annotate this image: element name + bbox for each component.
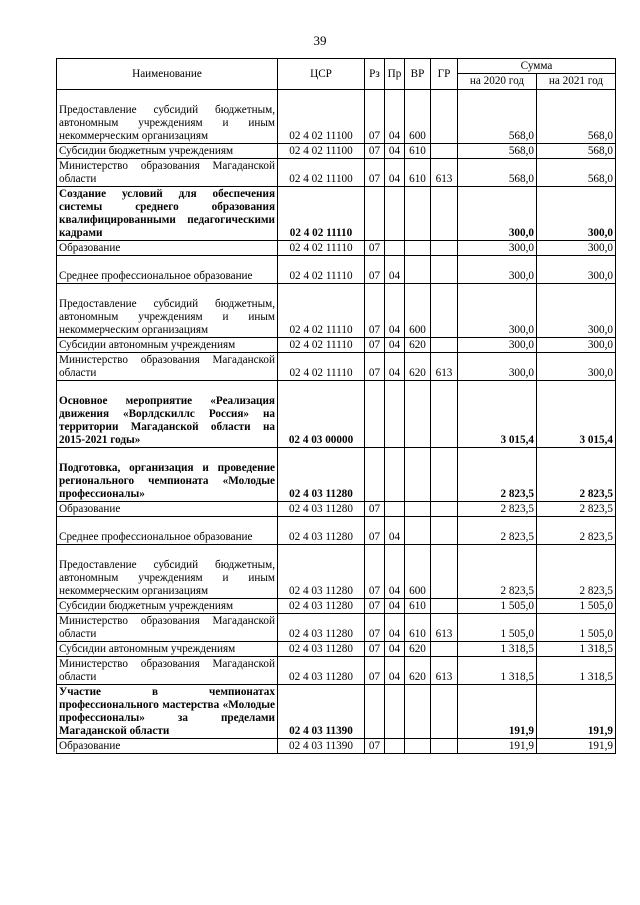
row-sum-2021: 3 015,4 [537, 381, 616, 448]
row-name: Образование [57, 241, 278, 256]
row-sum-2020: 568,0 [458, 159, 537, 187]
row-vr: 610 [405, 144, 431, 159]
row-gr [431, 599, 458, 614]
row-rz [365, 381, 385, 448]
row-vr: 620 [405, 657, 431, 685]
row-name: Министерство образования Магаданской области [57, 353, 278, 381]
header-name: Наименование [57, 59, 278, 90]
row-vr: 600 [405, 284, 431, 338]
row-pr: 04 [385, 144, 405, 159]
row-sum-2020: 2 823,5 [458, 517, 537, 545]
row-name: Субсидии автономным учреждениям [57, 642, 278, 657]
table-row [57, 502, 616, 517]
row-gr: 613 [431, 657, 458, 685]
row-name: Предоставление субсидий бюджетным, автономным учреждениям и иным некоммерческим организациям [57, 284, 278, 338]
table-row [57, 685, 616, 739]
row-rz: 07 [365, 256, 385, 284]
row-rz: 07 [365, 284, 385, 338]
row-rz: 07 [365, 353, 385, 381]
row-csr: 02 4 02 11100 [278, 159, 365, 187]
row-sum-2020: 300,0 [458, 256, 537, 284]
row-csr: 02 4 03 11280 [278, 502, 365, 517]
row-gr [431, 241, 458, 256]
row-csr: 02 4 03 11280 [278, 545, 365, 599]
row-sum-2021: 300,0 [537, 187, 616, 241]
row-gr [431, 381, 458, 448]
header-sum: Сумма [458, 59, 616, 74]
row-csr: 02 4 03 11280 [278, 448, 365, 502]
row-sum-2020: 1 505,0 [458, 599, 537, 614]
row-vr: 600 [405, 545, 431, 599]
row-pr [385, 685, 405, 739]
row-gr [431, 187, 458, 241]
row-pr [385, 448, 405, 502]
row-csr: 02 4 03 11390 [278, 739, 365, 754]
row-gr [431, 642, 458, 657]
row-name: Министерство образования Магаданской области [57, 657, 278, 685]
row-pr: 04 [385, 159, 405, 187]
row-gr: 613 [431, 159, 458, 187]
row-rz: 07 [365, 338, 385, 353]
row-gr: 613 [431, 353, 458, 381]
row-rz: 07 [365, 739, 385, 754]
row-csr: 02 4 03 00000 [278, 381, 365, 448]
table-row [57, 241, 616, 256]
row-gr [431, 90, 458, 144]
row-name: Образование [57, 739, 278, 754]
row-sum-2021: 300,0 [537, 284, 616, 338]
row-sum-2021: 1 318,5 [537, 657, 616, 685]
row-sum-2021: 568,0 [537, 159, 616, 187]
table-row [57, 448, 616, 502]
row-vr [405, 381, 431, 448]
row-sum-2020: 3 015,4 [458, 381, 537, 448]
row-rz: 07 [365, 90, 385, 144]
row-sum-2020: 191,9 [458, 685, 537, 739]
row-rz: 07 [365, 599, 385, 614]
row-csr: 02 4 02 11110 [278, 256, 365, 284]
row-name: Образование [57, 502, 278, 517]
row-gr [431, 517, 458, 545]
page-number: 39 [313, 33, 327, 48]
row-vr [405, 241, 431, 256]
row-name: Субсидии бюджетным учреждениям [57, 144, 278, 159]
row-rz [365, 685, 385, 739]
row-sum-2021: 191,9 [537, 685, 616, 739]
row-pr: 04 [385, 545, 405, 599]
row-pr: 04 [385, 657, 405, 685]
row-vr: 610 [405, 614, 431, 642]
row-gr [431, 448, 458, 502]
row-pr: 04 [385, 517, 405, 545]
row-gr [431, 144, 458, 159]
row-sum-2021: 1 505,0 [537, 614, 616, 642]
row-sum-2021: 300,0 [537, 256, 616, 284]
row-csr: 02 4 02 11110 [278, 353, 365, 381]
row-csr: 02 4 03 11280 [278, 517, 365, 545]
table-row [57, 90, 616, 144]
row-sum-2021: 300,0 [537, 338, 616, 353]
row-name: Основное мероприятие «Реализация движения «Ворлдскиллс Россия» на территории Магаданской области на 2015-2021 годы» [57, 381, 278, 448]
row-pr: 04 [385, 614, 405, 642]
table-row [57, 545, 616, 599]
row-name: Подготовка, организация и проведение регионального чемпионата «Молодые профессионалы» [57, 448, 278, 502]
row-pr: 04 [385, 90, 405, 144]
row-vr [405, 739, 431, 754]
row-sum-2021: 2 823,5 [537, 448, 616, 502]
table-row [57, 187, 616, 241]
row-csr: 02 4 03 11390 [278, 685, 365, 739]
row-csr: 02 4 03 11280 [278, 642, 365, 657]
row-name: Предоставление субсидий бюджетным, автономным учреждениям и иным некоммерческим организациям [57, 545, 278, 599]
row-sum-2021: 1 505,0 [537, 599, 616, 614]
row-gr: 613 [431, 614, 458, 642]
row-sum-2020: 1 318,5 [458, 657, 537, 685]
row-csr: 02 4 02 11110 [278, 284, 365, 338]
row-vr [405, 256, 431, 284]
row-sum-2020: 568,0 [458, 144, 537, 159]
row-sum-2020: 2 823,5 [458, 545, 537, 599]
header-gr: ГР [431, 59, 458, 90]
row-gr [431, 685, 458, 739]
row-sum-2021: 300,0 [537, 241, 616, 256]
row-sum-2020: 2 823,5 [458, 448, 537, 502]
row-csr: 02 4 02 11100 [278, 144, 365, 159]
header-2021: на 2021 год [537, 74, 616, 90]
row-rz: 07 [365, 642, 385, 657]
row-gr [431, 256, 458, 284]
row-vr: 620 [405, 338, 431, 353]
table-row [57, 381, 616, 448]
row-rz: 07 [365, 614, 385, 642]
header-csr: ЦСР [278, 59, 365, 90]
row-rz: 07 [365, 241, 385, 256]
table-row [57, 657, 616, 685]
table-row [57, 739, 616, 754]
row-csr: 02 4 02 11110 [278, 338, 365, 353]
row-rz: 07 [365, 502, 385, 517]
row-sum-2020: 1 318,5 [458, 642, 537, 657]
row-sum-2020: 568,0 [458, 90, 537, 144]
row-gr [431, 545, 458, 599]
row-vr [405, 502, 431, 517]
row-vr: 610 [405, 599, 431, 614]
row-sum-2020: 300,0 [458, 284, 537, 338]
row-vr: 620 [405, 353, 431, 381]
row-pr: 04 [385, 642, 405, 657]
row-name: Министерство образования Магаданской области [57, 614, 278, 642]
row-sum-2021: 191,9 [537, 739, 616, 754]
table-row [57, 159, 616, 187]
row-rz [365, 187, 385, 241]
row-pr: 04 [385, 284, 405, 338]
row-sum-2020: 300,0 [458, 353, 537, 381]
row-gr [431, 284, 458, 338]
row-csr: 02 4 02 11110 [278, 241, 365, 256]
row-pr [385, 502, 405, 517]
table-row [57, 517, 616, 545]
row-name: Среднее профессиональное образование [57, 517, 278, 545]
row-vr [405, 685, 431, 739]
row-sum-2020: 1 505,0 [458, 614, 537, 642]
row-vr: 600 [405, 90, 431, 144]
table-row [57, 338, 616, 353]
row-name: Предоставление субсидий бюджетным, автономным учреждениям и иным некоммерческим организациям [57, 90, 278, 144]
header-2020: на 2020 год [458, 74, 537, 90]
row-vr [405, 448, 431, 502]
row-pr [385, 241, 405, 256]
row-sum-2021: 300,0 [537, 353, 616, 381]
row-sum-2020: 300,0 [458, 338, 537, 353]
row-pr [385, 739, 405, 754]
header-rz: Рз [365, 59, 385, 90]
row-csr: 02 4 02 11110 [278, 187, 365, 241]
row-rz: 07 [365, 517, 385, 545]
row-name: Участие в чемпионатах профессионального мастерства «Молодые профессионалы» за пределами Магаданской области [57, 685, 278, 739]
table-row [57, 642, 616, 657]
row-sum-2021: 2 823,5 [537, 502, 616, 517]
row-gr [431, 502, 458, 517]
row-rz: 07 [365, 545, 385, 599]
row-vr [405, 187, 431, 241]
row-sum-2021: 568,0 [537, 144, 616, 159]
table-row [57, 614, 616, 642]
row-pr: 04 [385, 599, 405, 614]
row-vr [405, 517, 431, 545]
row-rz [365, 448, 385, 502]
row-sum-2021: 2 823,5 [537, 545, 616, 599]
row-pr [385, 187, 405, 241]
row-rz: 07 [365, 657, 385, 685]
row-name: Субсидии автономным учреждениям [57, 338, 278, 353]
table-row [57, 284, 616, 338]
row-csr: 02 4 03 11280 [278, 657, 365, 685]
row-name: Среднее профессиональное образование [57, 256, 278, 284]
row-vr: 620 [405, 642, 431, 657]
row-vr: 610 [405, 159, 431, 187]
budget-table [56, 58, 616, 754]
row-csr: 02 4 03 11280 [278, 599, 365, 614]
row-pr: 04 [385, 256, 405, 284]
row-gr [431, 338, 458, 353]
row-sum-2020: 191,9 [458, 739, 537, 754]
table-row [57, 599, 616, 614]
row-csr: 02 4 03 11280 [278, 614, 365, 642]
row-sum-2020: 300,0 [458, 187, 537, 241]
table-body [57, 90, 616, 754]
row-rz: 07 [365, 144, 385, 159]
row-csr: 02 4 02 11100 [278, 90, 365, 144]
row-sum-2021: 1 318,5 [537, 642, 616, 657]
header-vr: ВР [405, 59, 431, 90]
row-pr [385, 381, 405, 448]
header-pr: Пр [385, 59, 405, 90]
row-pr: 04 [385, 353, 405, 381]
row-sum-2021: 2 823,5 [537, 517, 616, 545]
row-name: Министерство образования Магаданской области [57, 159, 278, 187]
table-row [57, 144, 616, 159]
row-sum-2020: 2 823,5 [458, 502, 537, 517]
row-gr [431, 739, 458, 754]
table-row [57, 353, 616, 381]
row-sum-2021: 568,0 [537, 90, 616, 144]
row-name: Субсидии бюджетным учреждениям [57, 599, 278, 614]
row-sum-2020: 300,0 [458, 241, 537, 256]
row-pr: 04 [385, 338, 405, 353]
row-rz: 07 [365, 159, 385, 187]
row-name: Создание условий для обеспечения системы среднего образования квалифицированными педагогическими кадрами [57, 187, 278, 241]
table-row [57, 256, 616, 284]
